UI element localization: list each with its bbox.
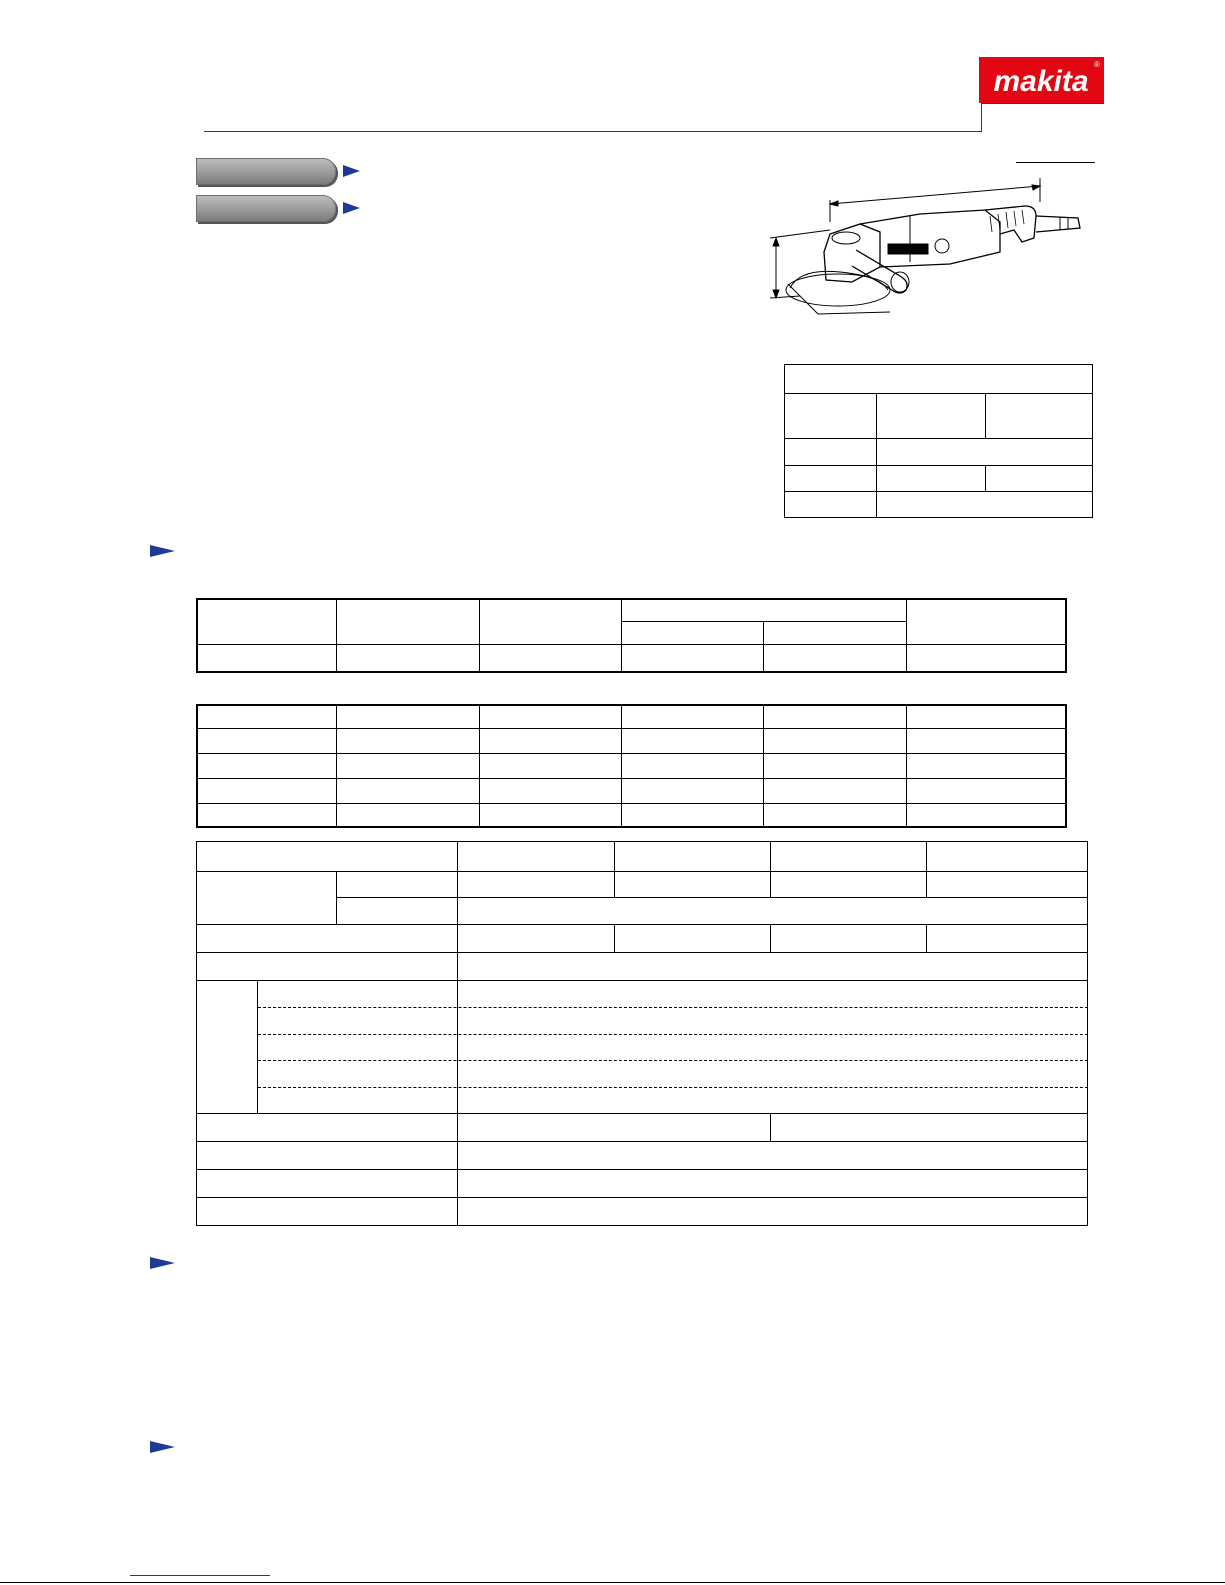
table-3-cell — [458, 925, 615, 953]
header-rule — [204, 131, 982, 132]
table-3-cell — [458, 872, 615, 898]
table-3-cell — [771, 872, 927, 898]
table-row — [258, 1035, 1088, 1061]
arrow-marker-icon — [150, 1257, 175, 1269]
table-3-cell — [615, 841, 771, 872]
table-row — [258, 1008, 1088, 1035]
category-pill-2 — [196, 195, 336, 222]
logo-wordmark: makita — [993, 65, 1089, 98]
table-row — [258, 1061, 1088, 1088]
table-2-col — [337, 704, 480, 828]
spec-box-cell — [877, 394, 986, 439]
table-row — [196, 1170, 1088, 1198]
arrow-marker-icon — [343, 165, 360, 177]
table-row — [196, 1088, 1088, 1114]
table-3-cell — [458, 1114, 771, 1142]
table-2-col — [196, 704, 337, 828]
table-1-col-divider — [906, 598, 907, 673]
table-3-cell — [615, 872, 771, 898]
category-pill-1 — [196, 158, 336, 185]
model-rule — [1016, 162, 1095, 163]
table-2-col — [764, 704, 907, 828]
table-3-cell — [771, 925, 927, 953]
footer-link-underline[interactable] — [130, 1575, 270, 1576]
table-1-col — [764, 598, 907, 673]
table-3-cell — [615, 925, 771, 953]
spec-box-row — [784, 439, 1093, 466]
arrow-marker-icon — [150, 1441, 175, 1453]
registered-mark: ® — [1094, 60, 1100, 69]
makita-logo — [979, 57, 1104, 103]
arrow-marker-icon — [343, 202, 360, 214]
header-rule-riser — [981, 103, 982, 132]
table-1-col — [622, 622, 764, 673]
table-row — [196, 1142, 1088, 1170]
angle-grinder-illustration — [760, 172, 1105, 322]
header-rule-top — [981, 103, 1104, 104]
table-3-sublabel — [196, 872, 337, 925]
table-3-cell — [458, 841, 615, 872]
spec-box-cell — [877, 466, 986, 492]
table-1-col — [480, 598, 622, 673]
spec-box-header — [784, 364, 1093, 394]
arrow-marker-icon — [150, 545, 175, 557]
table-row — [196, 953, 1088, 981]
table-3-cell — [771, 841, 927, 872]
table-1-col — [196, 598, 337, 673]
footer-rule — [0, 1582, 1225, 1583]
table-2-col — [622, 704, 764, 828]
table-1-col — [337, 598, 480, 673]
table-row — [258, 981, 1088, 1008]
table-2-col — [480, 704, 622, 828]
